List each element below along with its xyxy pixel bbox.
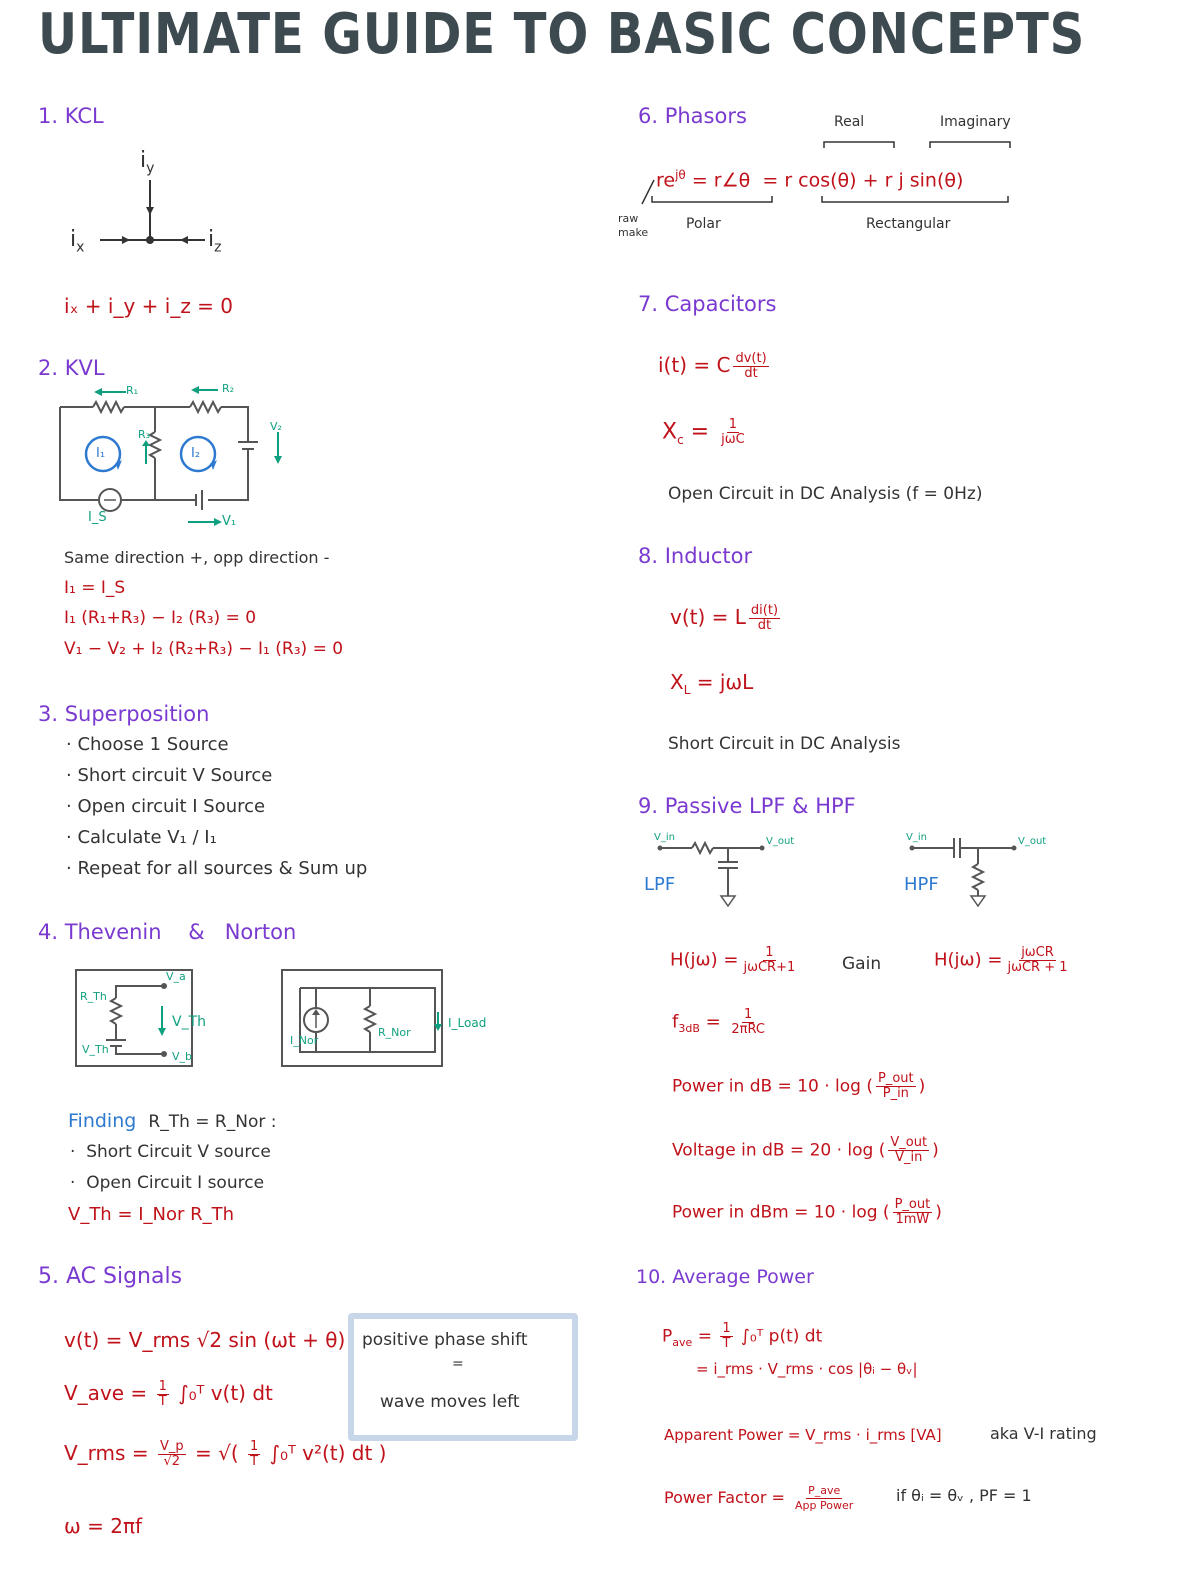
kvl-v1-label: V₁ bbox=[222, 514, 237, 529]
kvl-v2-label: V₂ bbox=[270, 420, 282, 433]
filters-heading: 9. Passive LPF & HPF bbox=[638, 794, 856, 818]
list-item: · Open circuit I Source bbox=[66, 796, 367, 827]
page-title: ULTIMATE GUIDE TO BASIC CONCEPTS bbox=[38, 2, 1086, 67]
ac-vt-equation: v(t) = V_rms √2 sin (ωt + θ) bbox=[64, 1328, 346, 1352]
ac-vave-equation: V_ave = $\frac{1}{T}$ ∫₀ᵀ v(t) dt bbox=[64, 1379, 273, 1409]
voltage-db-equation: Voltage in dB = 20 · log ( $\frac{\text{V\_out}}{V\_in}$ ) bbox=[672, 1135, 939, 1165]
thevenin-vth-label: V_Th bbox=[82, 1043, 109, 1056]
kcl-iy-label: $i_y$ bbox=[140, 148, 155, 177]
phasor-real-label: Real bbox=[834, 114, 865, 130]
kvl-eq2: I₁ (R₁+R₃) − I₂ (R₃) = 0 bbox=[64, 608, 257, 628]
superposition-steps bbox=[66, 734, 367, 889]
norton-rnor-label: R_Nor bbox=[378, 1026, 411, 1039]
thevenin-vb-label: V_b bbox=[172, 1050, 193, 1063]
kvl-i2-label: I₂ bbox=[191, 446, 201, 461]
callout-line-1: positive phase shift bbox=[362, 1330, 528, 1350]
kcl-iz-label: $i_z$ bbox=[208, 227, 222, 256]
kcl-heading: 1. KCL bbox=[38, 104, 104, 128]
hpf-label: HPF bbox=[904, 874, 939, 895]
kcl-ix-label: $i_x$ bbox=[70, 227, 85, 256]
hpf-transfer-function: H(jω) = $\frac{\text{jωCR}}{\text{jωCR + 1}}$ bbox=[934, 945, 1068, 975]
inductor-reactance-equation: $X_L = j\omega L$ bbox=[670, 670, 754, 697]
capacitors-heading: 7. Capacitors bbox=[638, 292, 777, 316]
pave-equation: $P_{ave}$ = $\frac{1}{T}$ ∫₀ᵀ p(t) dt bbox=[662, 1321, 823, 1351]
lpf-label: LPF bbox=[644, 874, 676, 895]
kvl-is-label: I_S bbox=[88, 510, 107, 525]
phasor-equation: $re^{j\theta}$ = r∠θ = r cos(θ) + r j sin(θ) bbox=[656, 168, 964, 192]
list-item: · Calculate V₁ / I₁ bbox=[66, 827, 367, 858]
capacitor-reactance-equation: $X_c$ = $\frac{1}{\text{jωC}}$ bbox=[662, 417, 745, 447]
list-item: · Choose 1 Source bbox=[66, 734, 367, 765]
pave-equation-line2: = i_rms · V_rms · cos |θᵢ − θᵥ| bbox=[696, 1360, 918, 1378]
superposition-heading: 3. Superposition bbox=[38, 702, 210, 726]
gain-label: Gain bbox=[842, 954, 882, 974]
thevenin-vth-arrow-label: V_Th bbox=[172, 1014, 207, 1030]
inductor-heading: 8. Inductor bbox=[638, 544, 753, 568]
kvl-r2-label: R₂ bbox=[222, 382, 235, 395]
power-factor-condition: if θᵢ = θᵥ , PF = 1 bbox=[896, 1486, 1032, 1505]
lpf-transfer-function: H(jω) = $\frac{1}{\text{jωCR+1}}$ bbox=[670, 945, 796, 975]
thevenin-heading: 4. Thevenin & Norton bbox=[38, 920, 297, 944]
hpf-vin-label: V_in bbox=[906, 832, 927, 843]
lpf-vin-label: V_in bbox=[654, 832, 675, 843]
lpf-vout-label: V_out bbox=[766, 836, 795, 847]
ac-heading: 5. AC Signals bbox=[38, 1264, 183, 1289]
capacitor-dc-note: Open Circuit in DC Analysis (f = 0Hz) bbox=[668, 484, 983, 504]
vth-equation: V_Th = I_Nor R_Th bbox=[68, 1204, 235, 1225]
norton-inor-label: I_Nor bbox=[290, 1034, 319, 1047]
thevenin-va-label: V_a bbox=[166, 970, 186, 983]
finding-bullet-short: · Short Circuit V source bbox=[70, 1142, 271, 1162]
thevenin-rth-label: R_Th bbox=[80, 990, 107, 1003]
finding-rth-line: Finding R_Th = R_Nor : bbox=[68, 1110, 277, 1132]
power-db-equation: Power in dB = 10 · log ( $\frac{\text{P\_out}}{P\_in}$ ) bbox=[672, 1071, 926, 1101]
phasor-side-note: raw make bbox=[618, 212, 649, 239]
finding-bullet-open: · Open Circuit I source bbox=[70, 1173, 265, 1193]
va-rating-note: aka V-I rating bbox=[990, 1424, 1097, 1443]
kvl-heading: 2. KVL bbox=[38, 356, 105, 380]
kvl-r1-label: R₁ bbox=[126, 384, 139, 397]
kvl-eq1: I₁ = I_S bbox=[64, 578, 126, 598]
kvl-sign-note: Same direction +, opp direction - bbox=[64, 548, 330, 567]
capacitor-current-equation: i(t) = C $\frac{dv(t)}{dt}$ bbox=[658, 351, 767, 381]
list-item: · Repeat for all sources & Sum up bbox=[66, 858, 367, 889]
power-factor-equation: Power Factor = $\frac{\text{P\_ave}}{\text{App Power}}$ bbox=[664, 1484, 854, 1512]
callout-line-2: = bbox=[452, 1356, 464, 1372]
kvl-eq3: V₁ − V₂ + I₂ (R₂+R₃) − I₁ (R₃) = 0 bbox=[64, 639, 344, 659]
avg-power-heading: 10. Average Power bbox=[636, 1266, 814, 1288]
phasors-heading: 6. Phasors bbox=[638, 104, 747, 128]
phasor-polar-label: Polar bbox=[686, 216, 721, 232]
kvl-r3-label: R₃ bbox=[138, 428, 151, 441]
power-dbm-equation: Power in dBm = 10 · log ( $\frac{\text{P\_out}}{1mW}$ ) bbox=[672, 1197, 942, 1227]
ac-omega-equation: ω = 2πf bbox=[64, 1514, 143, 1538]
kcl-equation: iₓ + i_y + i_z = 0 bbox=[64, 294, 234, 318]
inductor-dc-note: Short Circuit in DC Analysis bbox=[668, 734, 901, 754]
phasor-rectangular-label: Rectangular bbox=[866, 216, 951, 232]
list-item: · Short circuit V Source bbox=[66, 765, 367, 796]
ac-vrms-equation: V_rms = $\frac{V\_p}{√2}$ = √( $\frac{1}{T}$ ∫₀ᵀ v²(t) dt ) bbox=[64, 1439, 387, 1469]
hpf-vout-label: V_out bbox=[1018, 836, 1047, 847]
callout-line-3: wave moves left bbox=[380, 1392, 520, 1412]
norton-iload-label: I_Load bbox=[448, 1016, 487, 1030]
inductor-voltage-equation: v(t) = L $\frac{di(t)}{dt}$ bbox=[670, 603, 779, 633]
kvl-i1-label: I₁ bbox=[96, 446, 106, 461]
f3db-equation: $f_{3dB}$ = $\frac{1}{\text{2πRC}}$ bbox=[672, 1007, 765, 1037]
apparent-power-equation: Apparent Power = V_rms · i_rms [VA] bbox=[664, 1426, 942, 1444]
phasor-imaginary-label: Imaginary bbox=[940, 114, 1011, 130]
